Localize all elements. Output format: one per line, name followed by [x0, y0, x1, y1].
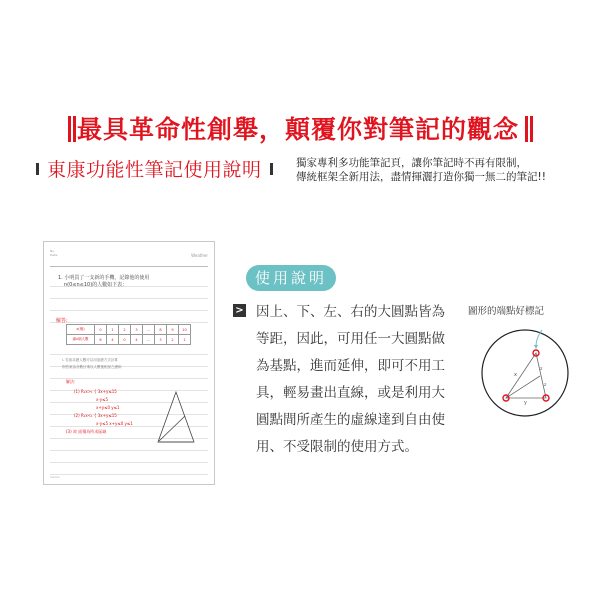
solution-line: (3) 故 面積為所求區域: [66, 429, 107, 434]
main-headline: [0, 113, 600, 147]
rule-line: [50, 298, 208, 299]
headline-text: 最具革命性創舉，顛覆你對筆記的觀念: [76, 115, 519, 144]
chevron-right-icon: >: [233, 304, 246, 317]
usage-line: 具，輕易畫出直線，或是利用大: [256, 385, 445, 401]
svg-text:x: x: [514, 372, 517, 378]
notebook-header: [50, 249, 58, 257]
rule-line: [50, 354, 208, 355]
notebook-page-sample: [43, 241, 215, 485]
usage-line: 用、不受限制的使用方式。: [256, 439, 418, 455]
rule-line: [50, 462, 208, 463]
rule-line: [50, 474, 208, 475]
explanation: [62, 357, 122, 371]
table-cell: …: [143, 335, 155, 345]
table-cell: 2: [119, 325, 131, 335]
usage-line: 等距，因此，可用任一大圓點做: [256, 331, 445, 347]
solution-line: (2) R₁x<₁ { 3x+y≤15: [74, 413, 117, 418]
solution-line: (1) R₁x>₁ { 3x+y≤15: [74, 389, 117, 394]
subtitle-text: 東康功能性筆記使用說明: [47, 159, 262, 181]
table-cell: 2: [167, 335, 179, 345]
solution-steps: [66, 388, 133, 436]
table-cell: 1: [179, 335, 191, 345]
rule-line: [50, 450, 208, 451]
svg-text:y: y: [524, 400, 527, 406]
table-cell: 0: [95, 325, 107, 335]
diagram-title: 圖形的端點好標記: [468, 306, 545, 317]
explanation-line: 則答案為各數目乘以人數後相加之總和: [62, 365, 122, 369]
svg-text:z: z: [540, 367, 543, 372]
triangle-sketch-icon: [156, 390, 196, 446]
table-cell: …: [143, 325, 155, 335]
solution-line: x-y≤5 x+y≤0 y≤1: [96, 421, 133, 426]
usage-description: [256, 299, 456, 461]
subtitle-group: [36, 155, 273, 182]
table-cell: 4: [131, 335, 143, 345]
svg-text:z: z: [544, 383, 547, 388]
explanation-line: i. 若欲求總人數可以用加總方式計算: [62, 358, 118, 362]
rule-line: [50, 322, 208, 323]
table-header-cell: 滿x個人數: [67, 335, 95, 345]
memo-label: memo: [50, 475, 60, 479]
table-cell: 4: [107, 335, 119, 345]
subtitle-right-tick: [270, 163, 273, 175]
solution-line: x-y≤5: [96, 397, 109, 402]
usage-line: 因上、下、左、右的大圓點皆為: [256, 304, 445, 320]
question-line: n(0≤n≤10)的人數如下表：: [64, 282, 128, 288]
weather-label: Weather: [191, 253, 208, 258]
table-cell: 8: [155, 325, 167, 335]
table-cell: 1: [107, 325, 119, 335]
no-label: No.: [50, 249, 55, 253]
table-row: [67, 335, 191, 345]
solution-line: x+y≤0 y≤1: [96, 405, 120, 410]
table-cell: 3: [131, 325, 143, 335]
header-rule: [50, 266, 208, 267]
description-line-1: 獨家專利多功能筆記頁，讓你筆記時不再有限制，: [296, 157, 527, 169]
table-cell: 0: [119, 335, 131, 345]
table-row: [67, 325, 191, 335]
table-cell: 10: [179, 325, 191, 335]
description-line-2: 傳統框架全新用法，盡情揮灑打造你獨一無二的筆記!!: [296, 171, 546, 183]
answer-label: 解答:: [56, 318, 68, 324]
headline-left-bars: [68, 116, 71, 142]
solution-label: 解法:: [66, 379, 76, 384]
date-label: Date.: [50, 253, 59, 257]
table-cell: 3: [155, 335, 167, 345]
usage-line: 圓點間所產生的虛線達到自由使: [256, 412, 445, 428]
rule-line: [50, 310, 208, 311]
question-line: 1. 小明買了一支新的手機，記錄他的使用: [58, 275, 150, 281]
solution: [66, 378, 75, 386]
table-header-cell: x(個): [67, 325, 95, 335]
headline-right-bars: [525, 116, 528, 142]
usage-pill: 使用說明: [246, 265, 336, 291]
data-table: [66, 324, 191, 345]
table-cell: 6: [95, 335, 107, 345]
magnified-circle-diagram-icon: [470, 318, 580, 418]
description: [296, 156, 546, 184]
subtitle-left-tick: [36, 163, 39, 175]
usage-line: 為基點，進而延伸，即可不用工: [256, 358, 445, 374]
table-cell: 9: [167, 325, 179, 335]
question: [58, 275, 149, 289]
